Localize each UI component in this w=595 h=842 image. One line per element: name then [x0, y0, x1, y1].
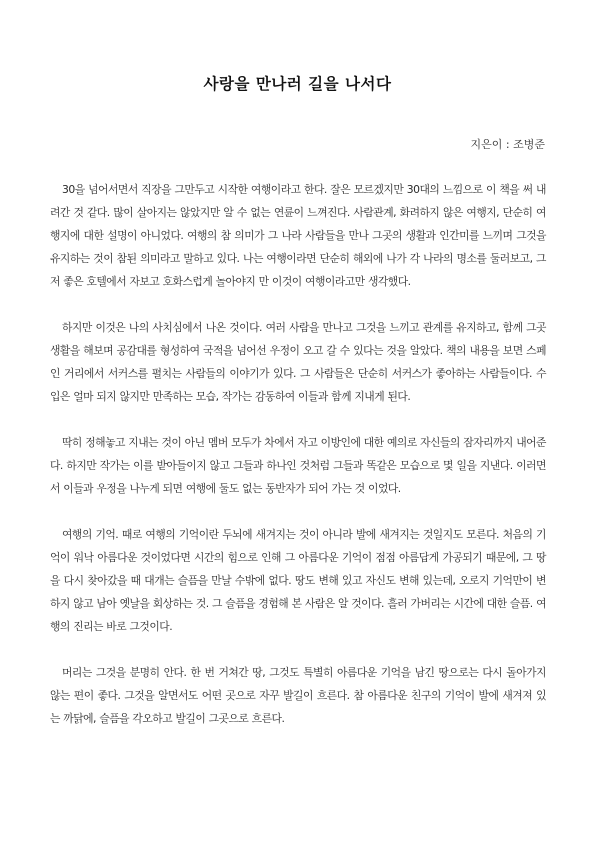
paragraph-4: 여행의 기억. 때로 여행의 기억이란 두뇌에 새겨지는 것이 아니라 발에 새겨지는 것일지도 모른다. 처음의 기억이 워낙 아름다운 것이었다면 시간의 힘으로 인해 그 아름다운 기억이 점점 아름답게 가공되기 때문에, 그 땅을 다시 찾아갔을 때 대개는 슬픔을 만날 수밖에 없다. 땅도 변해 있고 자신도 변해 있는데, 오로지 기억만이 변하지 않고 남아 옛날을 회상하는 것. 그 슬픔을 경험해 본 사람은 알 것이다. 흘러 가버리는 시간에 대한 슬픔. 여행의 진리는 바로 그것이다.	[50, 528, 546, 633]
author-line: 지은이 : 조병준	[470, 138, 545, 151]
paragraph-3: 딱히 정해놓고 지내는 것이 아닌 멤버 모두가 차에서 자고 이방인에 대한 예의로 자신들의 잠자리까지 내어준다. 하지만 작가는 이를 받아들이지 않고 그들과 하나인 것처럼 그들과 똑같은 모습으로 몇 일을 지낸다. 이러면서 이들과 우정을 나누게 되면 여행에 둘도 없는 동반자가 되어 가는 것 이었다.	[50, 436, 546, 495]
paragraph-1: 30을 넘어서면서 직장을 그만두고 시작한 여행이라고 한다. 잘은 모르겠지만 30대의 느낌으로 이 책을 써 내려간 것 같다. 많이 살아지는 않았지만 알 수 없는 연륜이 느껴진다. 사람관계, 화려하지 않은 여행지, 단순히 여행지에 대한 설명이 아니었다. 여행의 참 의미가 그 나라 사람들을 만나 그곳의 생활과 인간미를 느끼며 그것을 유지하는 것이 참된 의미라고 말하고 있다. 나는 여행이라면 단순히 해외에 나가 각 나라의 명소를 둘러보고, 그저 좋은 호텔에서 자보고 호화스럽게 놀아야지 만 이것이 여행이라고만 생각했다.	[50, 183, 546, 288]
page-title: 사랑을 만나러 길을 나서다	[203, 75, 392, 93]
body-text	[50, 178, 546, 753]
paragraph-2: 하지만 이것은 나의 사치심에서 나온 것이다. 여러 사람을 만나고 그것을 느끼고 관계를 유지하고, 함께 그곳 생활을 해보며 공감대를 형성하여 국적을 넘어선 우정이 오고 갈 수 있다는 것을 알았다. 책의 내용을 보면 스페인 거리에서 서커스를 펼치는 사람들의 이야기가 있다. 그 사람들은 단순히 서커스가 좋아하는 사람들이다. 수입은 얼마 되지 않지만 만족하는 모습, 작가는 감동하여 이들과 함께 지내게 된다.	[50, 321, 546, 403]
paragraph-5: 머리는 그것을 분명히 안다. 한 번 거쳐간 땅, 그것도 특별히 아름다운 기억을 남긴 땅으로는 다시 돌아가지 않는 편이 좋다. 그것을 알면서도 어떤 곳으로 자꾸 발길이 흐른다. 참 아름다운 친구의 기억이 발에 새겨져 있는 까닭에, 슬픔을 각오하고 발길이 그곳으로 흐른다.	[50, 666, 546, 725]
